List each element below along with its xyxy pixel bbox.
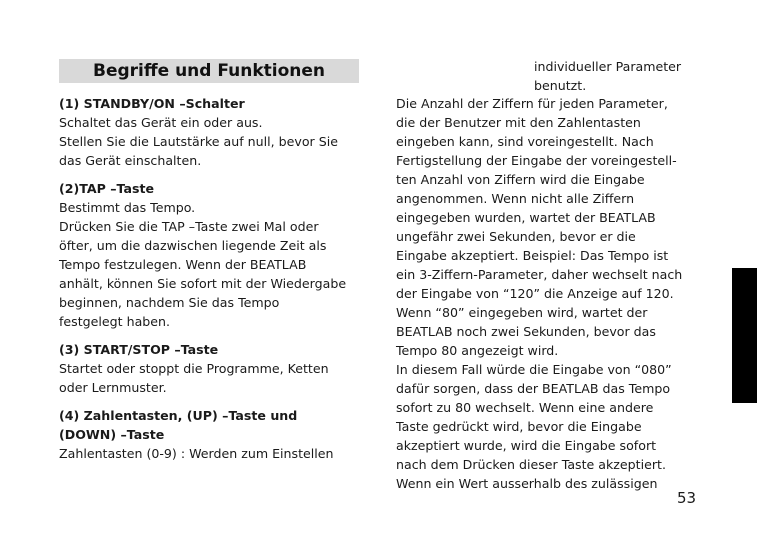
text-line: angenommen. Wenn nicht alle Ziffern — [396, 191, 635, 206]
text-line: eingeben kann, sind voreingestellt. Nach — [396, 134, 654, 149]
right-column — [396, 94, 701, 493]
text-line: Wenn ein Wert ausserhalb des zulässigen — [396, 476, 658, 491]
section-tap — [59, 179, 364, 331]
section-title-continued: (DOWN) –Taste — [59, 427, 165, 442]
text-line: festgelegt haben. — [59, 314, 171, 329]
text-line: das Gerät einschalten. — [59, 153, 202, 168]
text-line: nach dem Drücken dieser Taste akzeptiert. — [396, 457, 666, 472]
text-line: Stellen Sie die Lautstärke auf null, bevor Sie — [59, 134, 338, 149]
page-number: 53 — [677, 489, 697, 507]
text-line: eingegeben wurden, wartet der BEATLAB — [396, 210, 656, 225]
text-line: BEATLAB noch zwei Sekunden, bevor das — [396, 324, 656, 339]
text-line: anhält, können Sie sofort mit der Wiedergabe — [59, 276, 347, 291]
continuation-text — [534, 57, 681, 95]
text-line: Drücken Sie die TAP –Taste zwei Mal oder — [59, 219, 319, 234]
section-number-keys — [59, 406, 364, 463]
text-line: Schaltet das Gerät ein oder aus. — [59, 115, 263, 130]
text-line: ten Anzahl von Ziffern wird die Eingabe — [396, 172, 645, 187]
text-line: Tempo festzulegen. Wenn der BEATLAB — [59, 257, 307, 272]
text-line: der Eingabe von “120” die Anzeige auf 120. — [396, 286, 674, 301]
text-line: oder Lernmuster. — [59, 380, 167, 395]
text-line: individueller Parameter — [534, 59, 682, 74]
section-heading: Begriffe und Funktionen — [59, 59, 359, 83]
section-start-stop — [59, 340, 364, 397]
text-line: beginnen, nachdem Sie das Tempo — [59, 295, 280, 310]
text-line: Zahlentasten (0-9) : Werden zum Einstellen — [59, 446, 334, 461]
text-line: akzeptiert wurde, wird die Eingabe sofort — [396, 438, 657, 453]
section-title: (4) Zahlentasten, (UP) –Taste und — [59, 408, 298, 423]
text-line: die der Benutzer mit den Zahlentasten — [396, 115, 641, 130]
text-line: Tempo 80 angezeigt wird. — [396, 343, 559, 358]
text-line: ungefähr zwei Sekunden, bevor er die — [396, 229, 636, 244]
text-line: ein 3-Ziffern-Parameter, daher wechselt nach — [396, 267, 683, 282]
text-line: In diesem Fall würde die Eingabe von “080” — [396, 362, 672, 377]
text-line: öfter, um die dazwischen liegende Zeit als — [59, 238, 327, 253]
text-line: benutzt. — [534, 78, 587, 93]
text-line: sofort zu 80 wechselt. Wenn eine andere — [396, 400, 654, 415]
text-line: Wenn “80” eingegeben wird, wartet der — [396, 305, 648, 320]
thumb-index-tab — [732, 268, 757, 403]
text-line: Startet oder stoppt die Programme, Ketten — [59, 361, 329, 376]
text-line: Fertigstellung der Eingabe der voreingestell- — [396, 153, 677, 168]
text-line: Bestimmt das Tempo. — [59, 200, 196, 215]
section-standby — [59, 94, 364, 170]
left-column — [59, 94, 364, 472]
section-title: (1) STANDBY/ON –Schalter — [59, 96, 245, 111]
section-title: (3) START/STOP –Taste — [59, 342, 219, 357]
section-title: (2)TAP –Taste — [59, 181, 155, 196]
text-line: Taste gedrückt wird, bevor die Eingabe — [396, 419, 642, 434]
text-line: Eingabe akzeptiert. Beispiel: Das Tempo ist — [396, 248, 669, 263]
text-line: dafür sorgen, dass der BEATLAB das Tempo — [396, 381, 671, 396]
text-line: Die Anzahl der Ziffern für jeden Parameter, — [396, 96, 668, 111]
